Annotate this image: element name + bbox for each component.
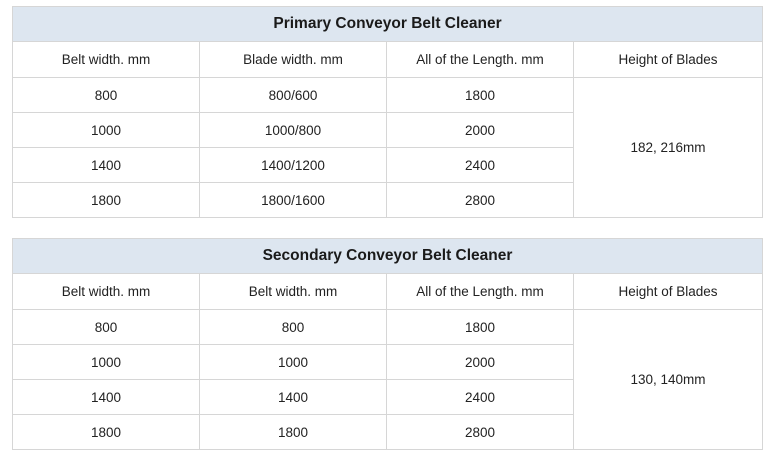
table-cell: 2800 [387, 415, 574, 450]
column-header: Blade width. mm [200, 42, 387, 78]
table-cell: 2400 [387, 380, 574, 415]
column-header: All of the Length. mm [387, 42, 574, 78]
table-title: Secondary Conveyor Belt Cleaner [13, 239, 763, 274]
table-title: Primary Conveyor Belt Cleaner [13, 7, 763, 42]
table-cell: 1400 [13, 148, 200, 183]
table-cell: 1400 [13, 380, 200, 415]
secondary-cleaner-table [12, 238, 763, 450]
table-cell: 1800 [13, 183, 200, 218]
primary-cleaner-table [12, 6, 763, 218]
column-header: Height of Blades [574, 42, 763, 78]
table-cell: 1800 [200, 415, 387, 450]
column-header: Belt width. mm [200, 274, 387, 310]
table-cell: 800 [200, 310, 387, 345]
column-header: Height of Blades [574, 274, 763, 310]
table-cell: 1000/800 [200, 113, 387, 148]
table-cell: 1400/1200 [200, 148, 387, 183]
table-cell: 1800 [387, 310, 574, 345]
table-row [13, 78, 763, 113]
table-cell: 800 [13, 78, 200, 113]
table-row [13, 310, 763, 345]
blade-height-cell: 182, 216mm [574, 78, 763, 218]
table-cell: 2000 [387, 345, 574, 380]
table-cell: 1000 [13, 345, 200, 380]
table-cell: 800 [13, 310, 200, 345]
table-cell: 2800 [387, 183, 574, 218]
table-cell: 1000 [200, 345, 387, 380]
column-header: Belt width. mm [13, 274, 200, 310]
table-cell: 1800 [13, 415, 200, 450]
table-cell: 1800 [387, 78, 574, 113]
table-cell: 1000 [13, 113, 200, 148]
table-cell: 2400 [387, 148, 574, 183]
column-header: All of the Length. mm [387, 274, 574, 310]
table-cell: 1800/1600 [200, 183, 387, 218]
table-cell: 800/600 [200, 78, 387, 113]
table-cell: 1400 [200, 380, 387, 415]
table-cell: 2000 [387, 113, 574, 148]
blade-height-cell: 130, 140mm [574, 310, 763, 450]
column-header: Belt width. mm [13, 42, 200, 78]
